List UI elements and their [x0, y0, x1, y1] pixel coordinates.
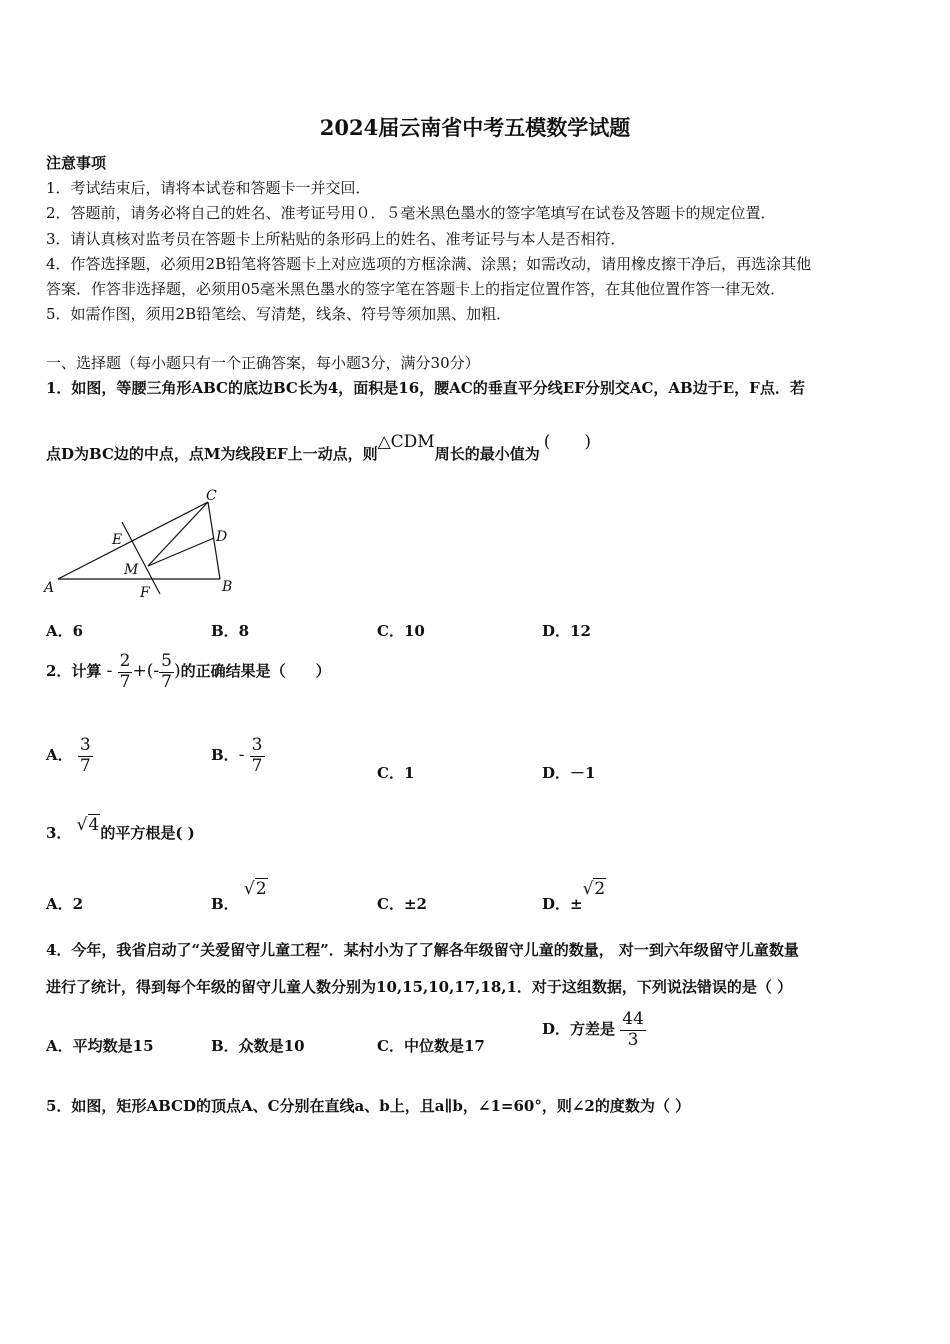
q4-text-line2: 进行了统计，得到每个年级的留守儿童人数分别为10,15,10,17,18,1．对于这组数据，下列说法错误的是（ ）	[46, 978, 793, 996]
q4-text-line1: 4．今年，我省启动了“关爱留守儿童工程”．某村小为了了解各年级留守儿童的数量， 对一到六年级留守儿童数量	[46, 941, 799, 959]
q2-option-b-num: 3	[251, 735, 263, 755]
q1-text-part2: 周长的最小值为	[434, 445, 540, 463]
q2-minus: -	[106, 661, 113, 682]
q4-option-d-fraction	[620, 1010, 646, 1050]
q3-text	[46, 815, 195, 843]
q1-option-b[interactable]: B．8	[211, 622, 250, 640]
q2-option-b-sign: -	[238, 745, 245, 766]
q3-option-d-label: D．±	[542, 895, 583, 913]
q1-option-d[interactable]: D．12	[542, 622, 591, 640]
label-c: C	[206, 488, 217, 504]
q3-option-b[interactable]	[211, 878, 268, 913]
q1-text-line1: 1．如图，等腰三角形ABC的底边BC长为4，面积是16，腰AC的垂直平分线EF分别交AC，AB边于E，F点．若	[46, 379, 805, 397]
label-d: D	[216, 529, 228, 545]
q3-sqrt: √4	[76, 815, 100, 835]
q1-option-c[interactable]: C．10	[377, 622, 425, 640]
q3-option-b-radicand: 2	[255, 879, 267, 899]
q2-option-b-fraction	[250, 736, 265, 776]
q2-option-b-label: B．	[211, 746, 239, 765]
q2-option-a-num: 3	[79, 735, 91, 755]
q3-option-a[interactable]: A．2	[46, 895, 84, 913]
notice-item: 3．请认真核对监考员在答题卡上所粘贴的条形码上的姓名、准考证号与本人是否相符．	[46, 230, 626, 248]
label-f: F	[140, 585, 150, 601]
q4-option-d-label: D．方差是	[542, 1020, 616, 1039]
q2-plus-open: +(-	[132, 661, 160, 682]
q4-option-b[interactable]: B．众数是10	[211, 1037, 305, 1055]
q3-suffix: 的平方根是( )	[100, 824, 195, 842]
label-b: B	[222, 579, 233, 595]
label-e: E	[112, 532, 123, 548]
q2-close: )	[173, 661, 181, 682]
notice-item: 2．答题前，请务必将自己的姓名、准考证号用０．５毫米黑色墨水的签字笔填写在试卷及答题卡的规定位置．	[46, 204, 776, 222]
q4-option-d[interactable]	[542, 1010, 646, 1050]
q1-triangle-cdm: △CDM	[377, 432, 435, 452]
q2-frac1-den: 7	[119, 671, 131, 692]
label-m: M	[124, 562, 139, 578]
q2-frac2-den: 7	[161, 671, 172, 692]
q2-text	[46, 652, 331, 692]
q2-prefix: 2．计算	[46, 662, 102, 681]
q2-option-c[interactable]: C．1	[377, 764, 415, 782]
line-ef	[122, 522, 160, 594]
label-a: A	[44, 580, 55, 596]
q2-option-b[interactable]	[211, 736, 265, 776]
q3-option-d-sqrt: √2	[582, 879, 606, 899]
q1-answer-paren: ( )	[543, 432, 591, 452]
q2-suffix: 的正确结果是（ ）	[180, 662, 331, 681]
q2-option-a-fraction	[78, 736, 93, 776]
q4-option-d-num: 44	[622, 1009, 644, 1029]
q3-option-d[interactable]	[542, 878, 606, 913]
q5-text: 5．如图，矩形ABCD的顶点A、C分别在直线a、b上，且a∥b，∠1=60°，则∠2的度数为（ ）	[46, 1097, 691, 1115]
q2-option-a-label: A．	[46, 746, 73, 765]
q3-option-c[interactable]: C．±2	[377, 895, 427, 913]
section-heading: 一、选择题（每小题只有一个正确答案，每小题3分，满分30分）	[46, 354, 480, 372]
notice-item: 1．考试结束后，请将本试卷和答题卡一并交回．	[46, 179, 371, 197]
q2-option-d[interactable]: D．－1	[542, 764, 596, 782]
q4-option-a[interactable]: A．平均数是15	[46, 1037, 154, 1055]
q3-option-d-radicand: 2	[594, 879, 606, 899]
notice-item: 4．作答选择题，必须用2B铅笔将答题卡上对应选项的方框涂满、涂黑；如需改动，请用橡皮擦干净后，再选涂其他	[46, 255, 812, 273]
q3-option-b-sqrt: √2	[243, 879, 267, 899]
q3-prefix: 3．	[46, 824, 72, 842]
q2-fraction-2	[159, 652, 174, 692]
page-title: 2024届云南省中考五模数学试题	[319, 115, 631, 140]
line-dm	[148, 538, 214, 566]
q2-option-a-den: 7	[79, 755, 91, 776]
notice-item: 答案．作答非选择题，必须用05毫米黑色墨水的签字笔在答题卡上的指定位置作答，在其他位置作答一律无效．	[46, 280, 786, 298]
q2-frac1-num: 2	[119, 651, 131, 671]
q4-option-c[interactable]: C．中位数是17	[377, 1037, 485, 1055]
q2-option-b-den: 7	[251, 755, 263, 776]
notice-heading: 注意事项	[46, 154, 107, 172]
q1-option-a[interactable]: A．6	[46, 622, 84, 640]
q1-text-part1: 点D为BC边的中点，点M为线段EF上一动点，则	[46, 445, 378, 463]
q2-option-a[interactable]	[46, 736, 93, 776]
q3-radicand: 4	[88, 815, 100, 835]
q1-figure	[40, 484, 250, 604]
line-cm	[148, 502, 208, 566]
notice-item: 5．如需作图，须用2B铅笔绘、写清楚，线条、符号等须加黑、加粗．	[46, 305, 512, 323]
q4-option-d-den: 3	[620, 1030, 646, 1051]
q2-frac2-num: 5	[161, 651, 172, 671]
q1-text-line2	[46, 432, 591, 464]
q2-fraction-1	[118, 652, 133, 692]
q3-option-b-label: B．	[211, 895, 239, 913]
